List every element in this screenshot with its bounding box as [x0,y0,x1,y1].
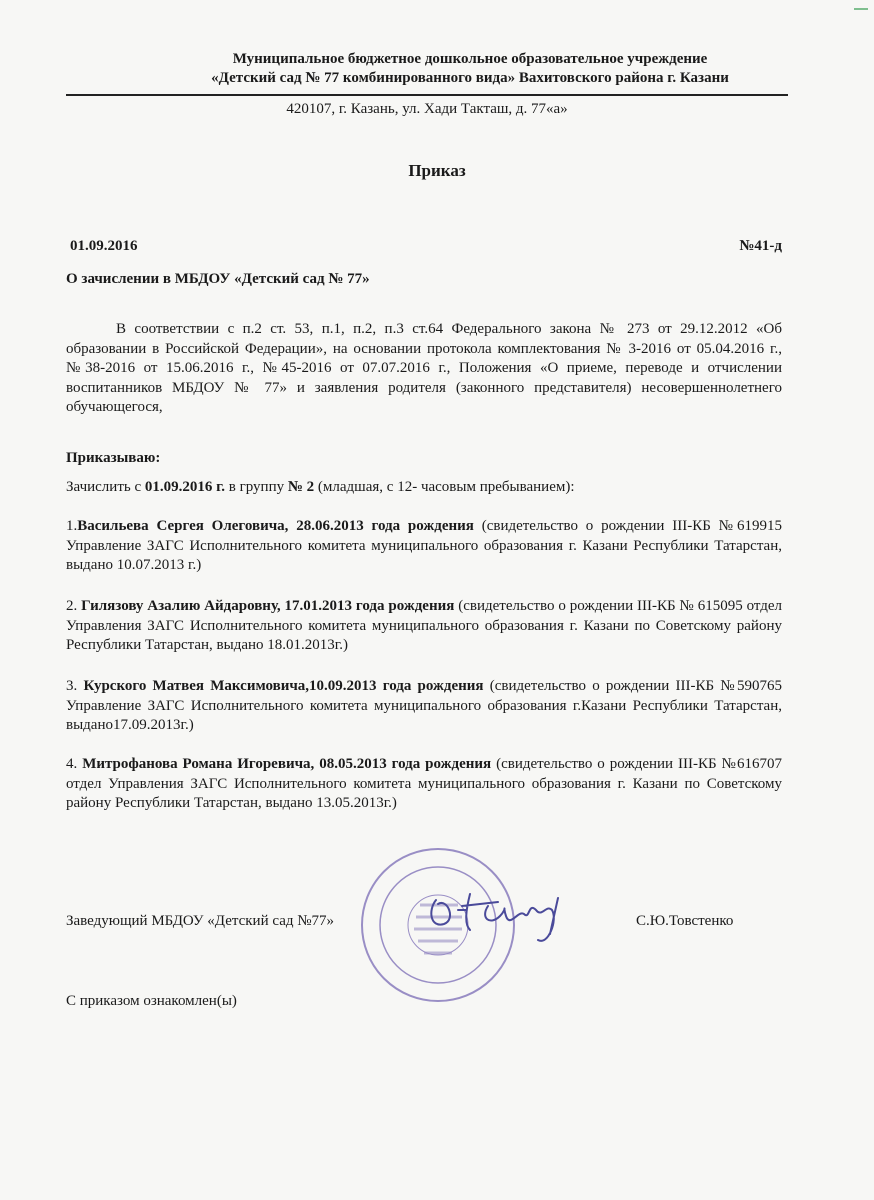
child-name: Васильева Сергея Олеговича, 28.06.2013 года рождения [77,518,474,534]
child-number: 2. [66,598,82,614]
child-name: Курского Матвея Максимовича,10.09.2013 года рождения [83,678,484,694]
preamble-paragraph: В соответствии с п.2 ст. 53, п.1, п.2, п.3 ст.64 Федерального закона № 273 от 29.12.2012 «Об образовании в Российской Федерации», на основании протокола комплектования № 3-2016 от 05.04.2016 г., №38-2016 от 15.06.2016 г., №45-2016 от 07.07.2016 г., Положения «О приеме, переводе и отчислении воспитанников МБДОУ № 77» и заявления родителя (законного представителя) несовершеннолетнего обучающегося, [66,321,782,415]
institution-header [150,50,790,88]
child-name: Гилязову Азалию Айдаровну, 17.01.2013 года рождения [81,598,455,614]
enroll-post: (младшая, с 12- часовым пребыванием): [314,479,575,495]
child-number: 3. [66,678,84,694]
child-item [66,677,782,736]
order-subject: О зачислении в МБДОУ «Детский сад № 77» [66,271,370,287]
order-heading: Приказываю: [66,450,161,466]
child-item [66,755,782,814]
child-details: (свидетельство о рождении III-КБ № 615095 отдел Управления ЗАГС Исполнительного комитета муниципального образования г. Казани по Советскому району Республики Татарстан, выдано 18.01.2013г.) [66,598,783,653]
child-details: (свидетельство о рождении III-КБ №590765 Управление ЗАГС Исполнительного комитета муниципального образования г.Казани Республики Татарстан, выдано17.09.2013г.) [66,678,783,733]
document-title: Приказ [408,161,466,180]
child-details: (свидетельство о рождении III-КБ №616707 отдел Управления ЗАГС Исполнительного комитета муниципального образования г. Казани по Советскому району Республики Татарстан, выдано 13.05.2013г.) [66,756,783,811]
scan-corner-mark [854,8,868,10]
institution-address: 420107, г. Казань, ул. Хади Такташ, д. 77«а» [286,101,568,117]
child-item [66,517,782,576]
enroll-date: 01.09.2016 г. [144,479,225,495]
child-item [66,597,782,656]
enroll-mid: в группу [225,479,288,495]
institution-name-line1: Муниципальное бюджетное дошкольное образовательное учреждение [232,51,708,67]
acknowledgement-line: С приказом ознакомлен(ы) [66,993,237,1009]
child-number: 4. [66,756,83,772]
institution-name-line2: «Детский сад № 77 комбинированного вида» Вахитовского района г. Казани [211,70,729,86]
order-number: №41-д [739,238,782,254]
enroll-statement [66,478,782,498]
child-number: 1. [66,518,78,534]
header-divider [66,94,788,96]
signatory-name: С.Ю.Товстенко [636,913,734,929]
child-name: Митрофанова Романа Игоревича, 08.05.2013 года рождения [82,756,492,772]
order-date: 01.09.2016 [70,238,138,254]
enroll-group: № 2 [287,479,315,495]
handwritten-signature [418,880,588,950]
child-details: (свидетельство о рождении III-КБ №619915 Управление ЗАГС Исполнительного комитета муниципального образования г. Казани Республики Татарстан, выдано 10.07.2013 г.) [66,518,783,573]
signatory-title: Заведующий МБДОУ «Детский сад №77» [66,913,335,929]
enroll-pre: Зачислить с [66,479,145,495]
